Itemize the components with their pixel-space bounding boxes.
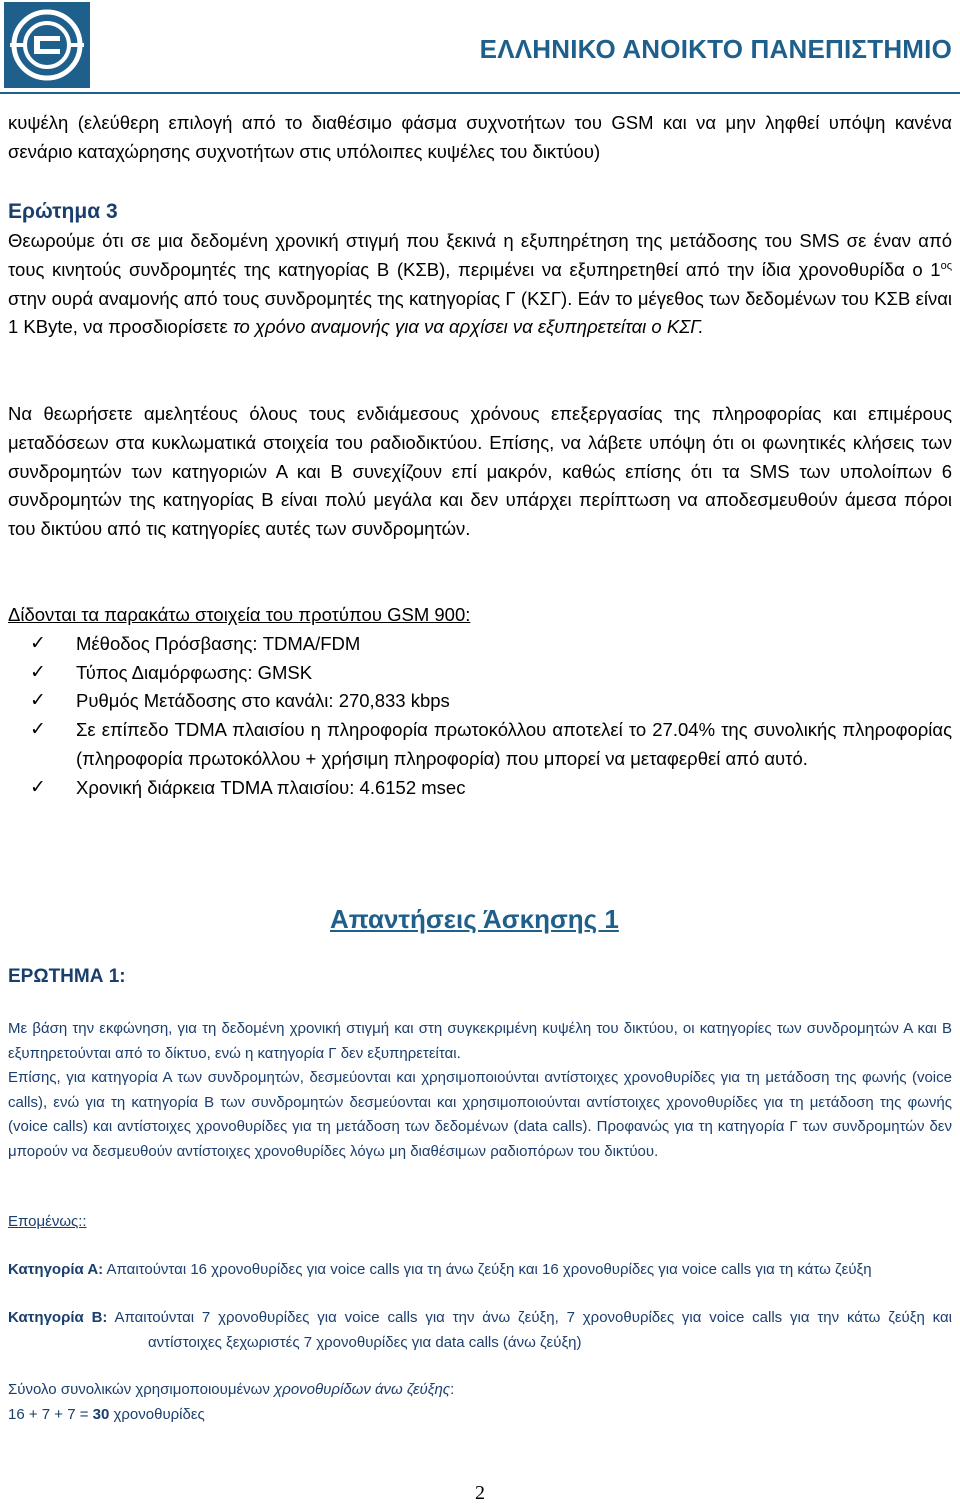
gsm-parameters-list <box>8 630 952 803</box>
category-b-description: Απαιτούνται 7 χρονοθυρίδες για voice calls για την άνω ζεύξη, 7 χρονοθυρίδες για voice calls για την κάτω ζεύξη και αντίστοιχες ξεχωριστές 7 χρονοθυρίδες για data calls (άνω ζεύξη) <box>107 1309 952 1351</box>
list-item <box>8 659 952 688</box>
answer-paragraph-2: Επίσης, για κατηγορία Α των συνδρομητών, δεσμεύονται και χρησιμοποιούνται αντίστοιχες χρονοθυρίδες για τη μετάδοση της φωνής (voice calls), ενώ για τη κατηγορία Β των συνδρομητών δεσμεύονται και χρησιμοποιούνται αντίστοιχες χρονοθυρίδες για τη μετάδοση της φωνής (voice calls) και αντίστοιχες χρονοθυρίδες για τη μετάδοση των δεδομένων (data calls). Προφανώς για τη κατηγορία Γ των συνδρομητών δεν μπορούν να δεσμευθούν αντίστοιχες χρονοθυρίδες λόγω μη διαθέσιμων ραδιοπόρων του δικτύου. <box>8 1069 952 1160</box>
header-divider <box>0 92 960 94</box>
intro-section <box>8 109 952 167</box>
therefore-label <box>8 1210 952 1235</box>
gsm-given-data <box>8 601 952 803</box>
given-intro <box>8 601 952 630</box>
header-title: ΕΛΛΗΝΙΚΟ ΑΝΟΙΚΤΟ ΠΑΝΕΠΙΣΤΗΜΙΟ <box>479 34 952 64</box>
list-item-text: Χρονική διάρκεια TDMA πλαισίου: 4.6152 msec <box>76 776 466 798</box>
category-b-label: Κατηγορία Β: <box>8 1309 108 1326</box>
total-label-italic: χρονοθυρίδων άνω ζεύξης <box>274 1381 451 1398</box>
therefore-section <box>8 1210 952 1235</box>
total-label-a: Σύνολο συνολικών χρησιμοποιουμένων <box>8 1381 275 1398</box>
list-item <box>8 716 952 774</box>
question1-label: ΕΡΩΤΗΜΑ 1: <box>8 966 126 987</box>
category-a-section <box>8 1258 952 1283</box>
total-sum <box>8 1403 952 1428</box>
list-item-text: Μέθοδος Πρόσβασης: TDMA/FDM <box>76 632 361 654</box>
category-b-section <box>8 1306 952 1355</box>
ordinal-superscript: ος <box>940 259 952 272</box>
checkmark-icon: ✓ <box>30 690 46 712</box>
checkmark-icon: ✓ <box>30 719 46 741</box>
question3-p1-italic: το χρόνο αναμονής για να αρχίσει να εξυπηρετείται ο ΚΣΓ. <box>232 316 704 338</box>
totals-section <box>8 1378 952 1427</box>
list-item-text: Τύπος Διαμόρφωσης: GMSK <box>76 661 313 683</box>
question3-section <box>8 198 952 342</box>
intro-paragraph: κυψέλη (ελεύθερη επιλογή από το διαθέσιμο φάσμα συχνοτήτων του GSM και να μην ληφθεί υπόψη κανένα σενάριο καταχώρησης συχνοτήτων στις υπόλοιπες κυψέλες του δικτύου) <box>8 112 952 162</box>
category-a-label: Κατηγορία Α: <box>8 1261 104 1278</box>
question3-paragraph-2: Να θεωρήσετε αμελητέους όλους τους ενδιάμεσους χρόνους επεξεργασίας της πληροφορίας και επιμέρους μεταδόσεων στα κυκλωματικά στοιχεία του ραδιοδικτύου. Επίσης, να λάβετε υπόψη ότι οι φωνητικές κλήσεις των συνδρομητών των κατηγοριών Α και Β συνεχίζουν επί μακρόν, καθώς επίσης ότι τα SMS των υπολοίπων 6 συνδρομητών της κατηγορίας Β είναι πολύ μεγάλα και δεν υπάρχει περίπτωση να αποδεσμευθούν άμεσα πόροι του δικτύου από τις κατηγορίες αυτές των συνδρομητών. <box>8 403 952 540</box>
total-label <box>8 1378 952 1403</box>
question3-p1-b: στην ουρά αναμονής από τους συνδρομητές της κατηγορίας Γ (ΚΣΓ). Εάν το μέγεθος των δεδομένων του ΚΣΒ είναι 1 KByte, να προσδιορίσετε <box>8 287 952 338</box>
given-intro-text: Δίδονται τα παρακάτω στοιχεία του προτύπου GSM 900: <box>8 604 471 625</box>
list-item <box>8 687 952 716</box>
answers-section <box>8 1017 952 1164</box>
category-a-text <box>8 1258 952 1283</box>
total-label-colon: : <box>450 1381 455 1398</box>
question3-p1-a: Θεωρούμε ότι σε μια δεδομένη χρονική στιγμή που ξεκινά η εξυπηρέτηση της μετάδοσης του SMS σε έναν από τους κινητούς συνδρομητές της κατηγορίας Β (ΚΣΒ), περιμένει να εξυπηρετηθεί από την ίδια χρονοθυρίδα ο 1 <box>8 230 952 280</box>
question3-assumptions <box>8 400 952 544</box>
sum-expression: 16 + 7 + 7 = <box>8 1405 93 1423</box>
answers-title: Απαντήσεις Άσκησης 1 <box>330 904 619 934</box>
category-b-text <box>8 1306 952 1355</box>
list-item <box>8 774 952 803</box>
checkmark-icon: ✓ <box>30 632 46 654</box>
sum-unit: χρονοθυρίδες <box>109 1405 205 1423</box>
checkmark-icon: ✓ <box>30 776 46 798</box>
answer-paragraph-1: Με βάση την εκφώνηση, για τη δεδομένη χρονική στιγμή και στη συγκεκριμένη κυψέλη του δικτύου, οι κατηγορίες των συνδρομητών Α και Β εξυπηρετούνται από το δίκτυο, ενώ η κατηγορία Γ δεν εξυπηρετείται. <box>8 1020 952 1062</box>
checkmark-icon: ✓ <box>30 661 46 683</box>
list-item-text: Σε επίπεδο TDMA πλαισίου η πληροφορία πρωτοκόλλου αποτελεί το 27.04% της συνολικής πληροφορίας (πληροφορία πρωτοκόλλου + χρήσιμη πληροφορία) που μπορεί να μεταφερθεί από αυτό. <box>76 719 952 769</box>
sum-value: 30 <box>92 1405 110 1423</box>
list-item-text: Ρυθμός Μετάδοσης στο κανάλι: 270,833 kbps <box>76 690 450 712</box>
category-a-description: Απαιτούνται 16 χρονοθυρίδες για voice calls για τη άνω ζεύξη και 16 χρονοθυρίδες για voice calls για τη κάτω ζεύξη <box>103 1261 872 1278</box>
list-item <box>8 630 952 659</box>
question3-title: Ερώτημα 3 <box>8 200 118 223</box>
question3-paragraph-1 <box>8 227 952 342</box>
therefore-text: Επομένως:: <box>8 1213 87 1230</box>
page-number: 2 <box>475 1482 485 1504</box>
